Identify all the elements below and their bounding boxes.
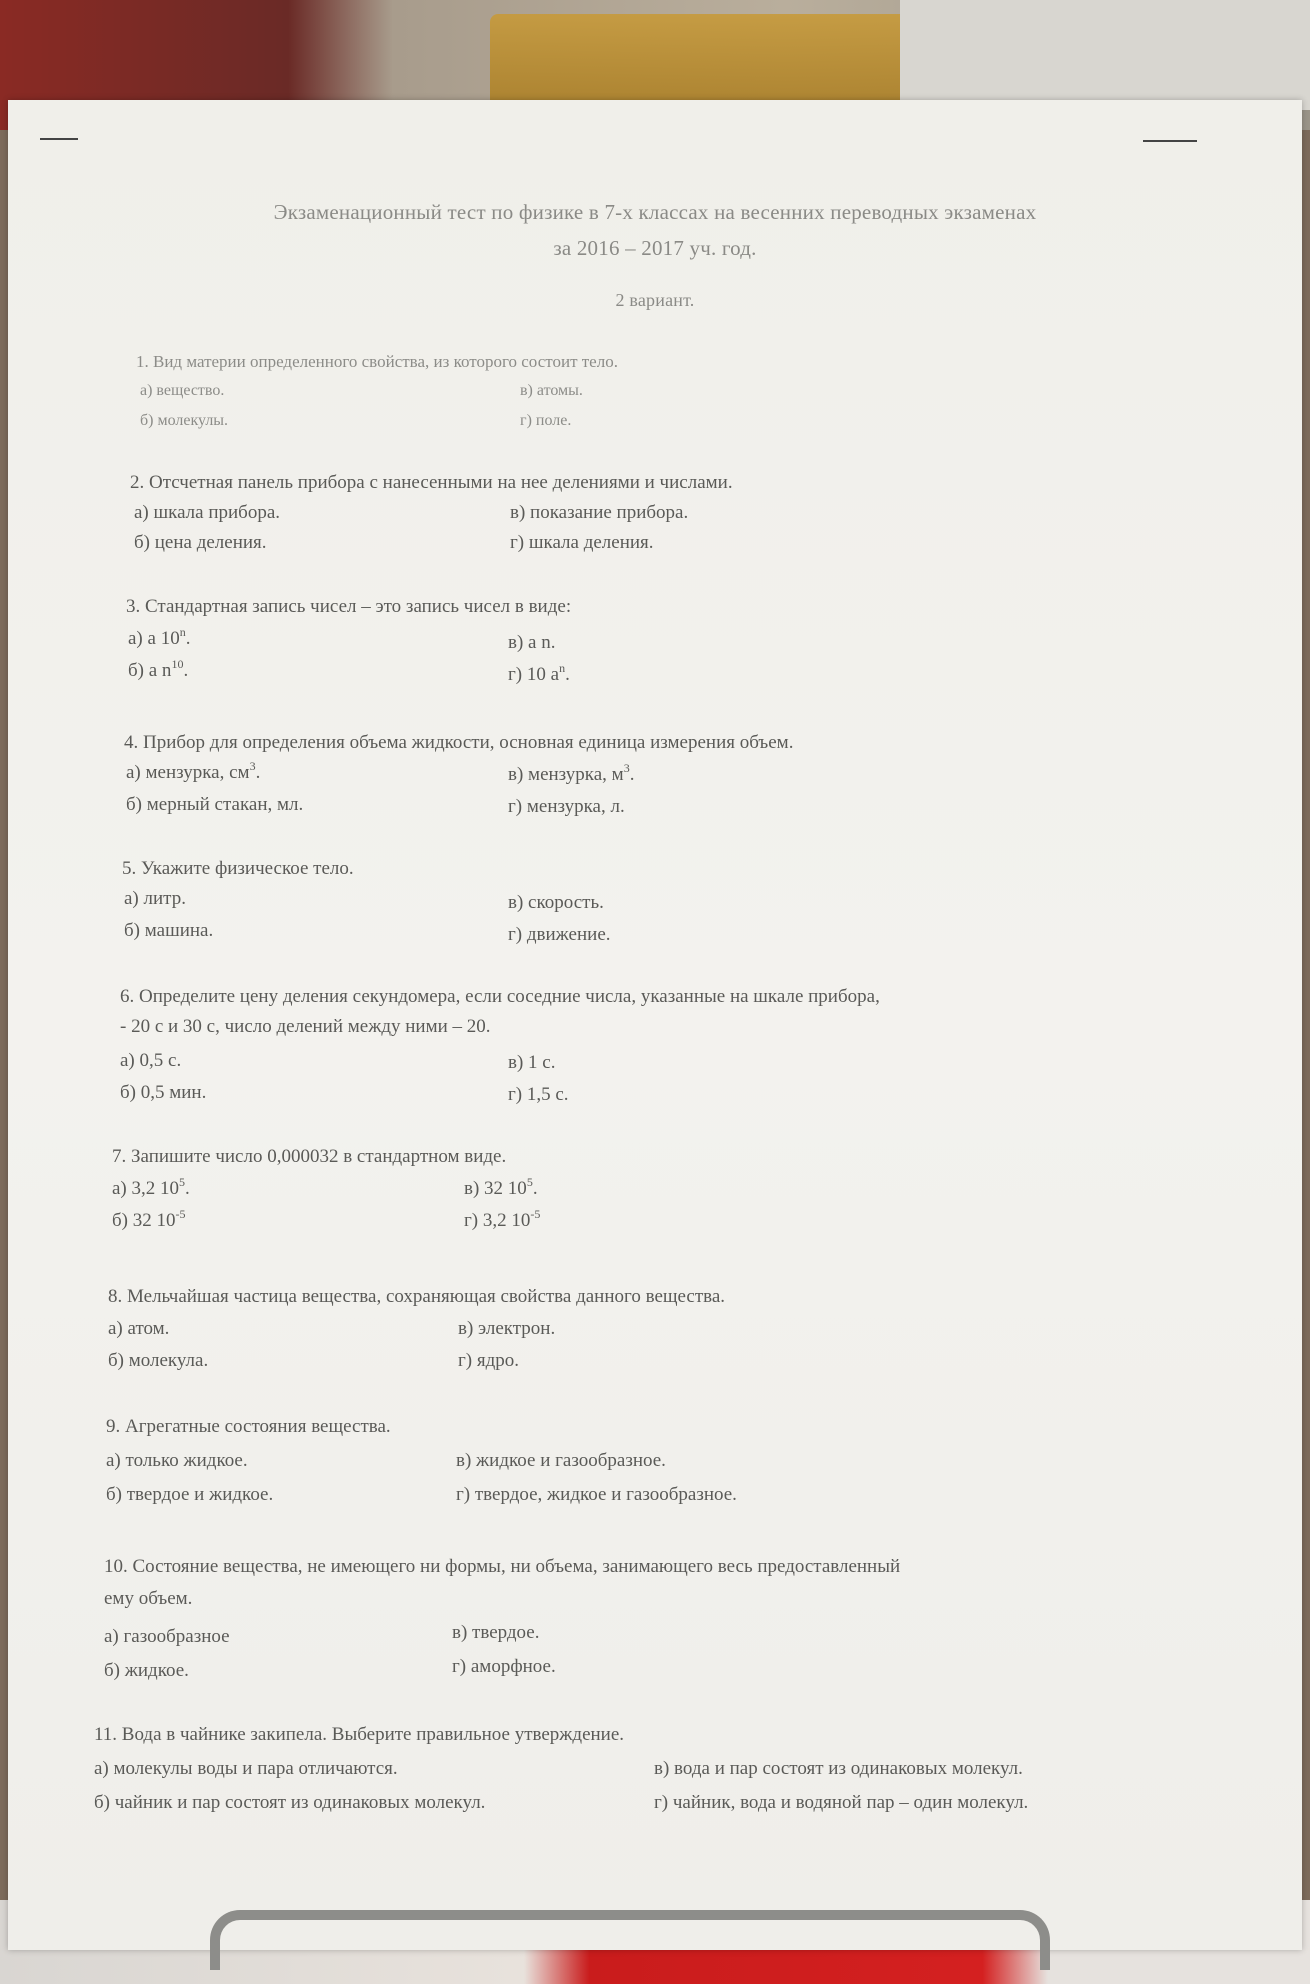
corner-mark-right	[1143, 140, 1197, 142]
option-a: а) a 10$^n$.	[128, 625, 191, 649]
option-a: а) мензурка, $см^3$.	[126, 759, 261, 783]
question-4	[124, 732, 794, 817]
question-text-cont: ему объем.	[104, 1588, 193, 1609]
question-text: 1. Вид материи определенного свойства, из которого состоит тело.	[136, 352, 618, 371]
option-b: б) мерный стакан, мл.	[126, 794, 304, 815]
option-b: б) 32 $10^{-5}$	[112, 1207, 186, 1231]
option-g: г) поле.	[520, 412, 572, 429]
option-g: г) аморфное.	[452, 1656, 556, 1677]
question-2	[130, 472, 733, 553]
question-text: 4. Прибор для определения объема жидкости, основная единица измерения объем.	[124, 732, 794, 753]
option-g: г) 3,2 $10^{-5}$	[464, 1207, 541, 1231]
option-a: а) газообразное	[104, 1626, 230, 1647]
option-a: а) только жидкое.	[106, 1450, 248, 1471]
question-text: 6. Определите цену деления секундомера, если соседние числа, указанные на шкале прибора,	[120, 986, 880, 1007]
option-v: в) электрон.	[458, 1318, 556, 1339]
option-v: в) 1 с.	[508, 1052, 556, 1073]
option-v: в) жидкое и газообразное.	[456, 1450, 666, 1471]
option-b: б) молекула.	[108, 1350, 209, 1371]
question-text: 8. Мельчайшая частица вещества, сохраняющая свойства данного вещества.	[108, 1286, 726, 1307]
option-a: а) вещество.	[140, 382, 225, 399]
option-v: в) атомы.	[520, 382, 583, 399]
option-g: г) чайник, вода и водяной пар – один молекул.	[654, 1792, 1029, 1813]
question-6	[120, 986, 880, 1105]
option-a: а) атом.	[108, 1318, 170, 1339]
question-text: 7. Запишите число 0,000032 в стандартном виде.	[112, 1146, 507, 1167]
option-v: в) показание прибора.	[510, 502, 689, 523]
paper-holder-stand	[210, 1910, 1050, 1970]
option-v: в) вода и пар состоят из одинаковых молекул.	[654, 1758, 1023, 1779]
option-v: в) мензурка, $м^3$.	[508, 761, 635, 785]
question-9	[106, 1416, 737, 1505]
question-5	[122, 858, 611, 945]
desk	[900, 0, 1310, 110]
option-b: б) чайник и пар состоят из одинаковых молекул.	[94, 1792, 486, 1813]
option-g: г) твердое, жидкое и газообразное.	[456, 1484, 737, 1505]
option-b: б) a $n^{10}$.	[128, 657, 189, 681]
question-3	[126, 596, 572, 685]
option-g: г) шкала деления.	[510, 532, 654, 553]
question-8	[108, 1286, 726, 1371]
option-b: б) цена деления.	[134, 532, 267, 553]
question-1	[136, 352, 618, 429]
option-g: г) ядро.	[458, 1350, 520, 1371]
question-7	[112, 1146, 541, 1231]
title-line-2: за 2016 – 2017 уч. год.	[553, 236, 757, 260]
question-10	[104, 1556, 901, 1681]
option-b: б) машина.	[124, 920, 214, 941]
option-g: г) движение.	[508, 924, 611, 945]
exam-sheet	[8, 100, 1302, 1950]
option-b: б) жидкое.	[104, 1660, 189, 1681]
question-text-cont: - 20 с и 30 с, число делений между ними – 20.	[120, 1016, 491, 1037]
question-text: 11. Вода в чайнике закипела. Выберите правильное утверждение.	[94, 1724, 625, 1745]
question-text: 2. Отсчетная панель прибора с нанесенными на нее делениями и числами.	[130, 472, 733, 493]
option-g: г) 10 $a^n$.	[508, 661, 570, 685]
option-a: а) 0,5 с.	[120, 1050, 182, 1071]
option-g: г) 1,5 с.	[508, 1084, 569, 1105]
title-line-1: Экзаменационный тест по физике в 7-х классах на весенних переводных экзаменах	[273, 200, 1037, 224]
option-v: в) a n.	[508, 632, 556, 653]
option-v: в) 32 $10^5$.	[464, 1175, 538, 1199]
option-v: в) скорость.	[508, 892, 604, 913]
option-b: б) 0,5 мин.	[120, 1082, 207, 1103]
corner-mark-left	[40, 138, 78, 140]
option-a: а) литр.	[124, 888, 186, 909]
question-text: 3. Стандартная запись чисел – это запись чисел в виде:	[126, 596, 572, 617]
question-text: 9. Агрегатные состояния вещества.	[106, 1416, 391, 1437]
option-b: б) твердое и жидкое.	[106, 1484, 274, 1505]
option-v: в) твердое.	[452, 1622, 540, 1643]
question-text: 10. Состояние вещества, не имеющего ни формы, ни объема, занимающего весь предоставленный	[104, 1556, 901, 1577]
variant-label: 2 вариант.	[615, 290, 695, 310]
question-11	[94, 1724, 1029, 1813]
option-b: б) молекулы.	[140, 412, 229, 429]
option-a: а) 3,2 $10^5$.	[112, 1175, 190, 1199]
option-a: а) молекулы воды и пара отличаются.	[94, 1758, 398, 1779]
option-g: г) мензурка, л.	[508, 796, 625, 817]
question-text: 5. Укажите физическое тело.	[122, 858, 354, 879]
option-a: а) шкала прибора.	[134, 502, 281, 523]
